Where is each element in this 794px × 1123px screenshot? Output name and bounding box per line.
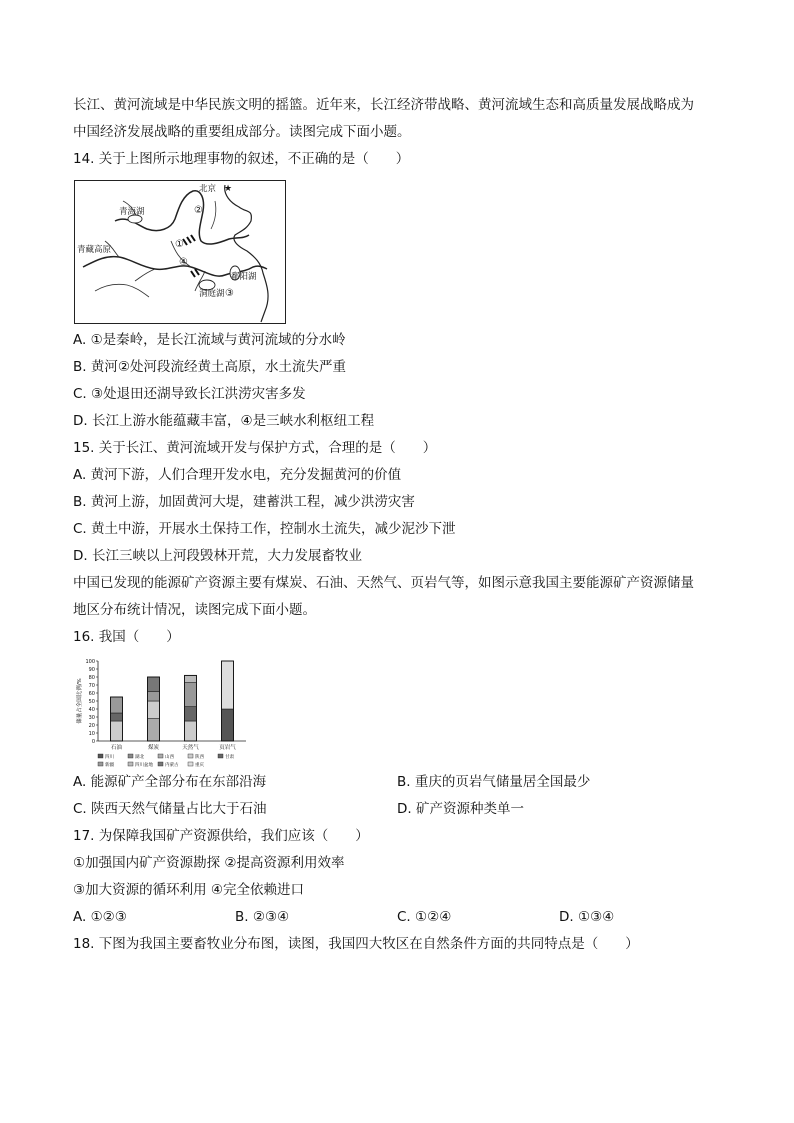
chart-ytick-label: 60 [88,691,95,697]
chart-ytick-label: 30 [88,715,95,721]
map-label-3: ③ [225,288,234,299]
chart-legend-swatch [98,754,103,758]
chart-bar-segment [111,721,123,741]
chart-ylabel: 储量占全国比例/% [77,678,83,724]
chart-legend-swatch [218,754,223,758]
chart-ytick-label: 40 [88,707,95,713]
q16-option-c: C. 陕西天然气储量占比大于石油 [73,801,267,817]
chart-legend-label: 湖北 [135,755,144,760]
chart-bar-segment [111,697,123,713]
q16-option-b: B. 重庆的页岩气储量居全国最少 [397,774,591,790]
q17-option-c: C. ①②④ [397,909,452,925]
chart-ytick-label: 80 [88,675,95,681]
map-label-4: ④ [179,257,188,268]
beijing-star-icon: ★ [224,184,233,194]
chart-legend-label: 内蒙古 [165,763,179,767]
chart-legend-label: 新疆 [105,763,114,767]
question-17-stem: 17. 为保障我国矿产资源供给，我们应该（ ） [73,828,369,844]
map-label-2: ② [194,205,203,216]
question-18-stem: 18. 下图为我国主要畜牧业分布图，读图，我国四大牧区在自然条件方面的共同特点是（ ） [73,936,639,952]
chart-legend-label: 四川 [105,755,114,760]
chart-ytick-label: 20 [88,723,95,729]
chart-bar-segment [222,709,234,741]
map-label-1: ① [175,239,184,250]
chart-bar-segment [185,683,197,707]
chart-legend-label: 四川盆地 [135,763,153,767]
chart-bar-segment [185,707,197,721]
chart-bar-segment [148,719,160,741]
q16-option-d: D. 矿产资源种类单一 [397,801,524,817]
chart-legend-swatch [128,754,133,758]
chart-legend-swatch [188,754,193,758]
q15-option-b: B. 黄河上游，加固黄河大堤，建蓄洪工程，减少洪涝灾害 [73,494,415,510]
q17-statement-line-2: ③加大资源的循环利用 ④完全依赖进口 [73,882,304,898]
chart-legend-swatch [128,762,133,766]
map-label-dongting-lake: 洞庭湖 [199,289,225,299]
map-label-beijing: 北京 [199,184,217,194]
chart-legend-label: 陕西 [195,755,204,760]
chart-ytick-label: 100 [85,659,95,665]
q14-option-b: B. 黄河②处河段流经黄土高原，水土流失严重 [73,359,346,375]
chart-ytick-label: 10 [88,731,95,737]
chart-bar-segment [222,661,234,709]
q15-option-c: C. 黄土中游，开展水土保持工作，控制水土流失，减少泥沙下泄 [73,521,456,537]
q15-option-d: D. 长江三峡以上河段毁林开荒，大力发展畜牧业 [73,548,362,564]
chart-category-label: 石油 [110,745,123,751]
chart-category-label: 天然气 [182,745,199,751]
q17-option-b: B. ②③④ [235,909,290,925]
chart-bar-segment [111,713,123,721]
q15-option-a: A. 黄河下游，人们合理开发水电，充分发掘黄河的价值 [73,467,402,483]
map-label-qinghai-lake: 青海湖 [119,207,145,217]
q14-option-d: D. 长江上游水能蕴藏丰富，④是三峡水利枢纽工程 [73,413,375,429]
q17-option-d: D. ①③④ [559,909,615,925]
map-label-tibetan-plateau: 青藏高原 [77,245,112,255]
chart-legend-swatch [188,762,193,766]
q16-option-a: A. 能源矿产全部分布在东部沿海 [73,774,267,790]
q14-option-a: A. ①是秦岭，是长江流域与黄河流域的分水岭 [73,332,346,348]
chart-category-label: 页岩气 [219,745,236,751]
chart-bar-segment [148,691,160,701]
intro-text-line-1: 长江、黄河流域是中华民族文明的摇篮。近年来，长江经济带战略、黄河流域生态和高质量发展战略成为 [73,97,694,113]
question-14-stem: 14. 关于上图所示地理事物的叙述，不正确的是（ ） [73,151,410,167]
yangtze-yellow-river-map [74,180,286,324]
energy-reserves-chart [74,655,252,767]
chart-legend-swatch [98,762,103,766]
q14-option-c: C. ③处退田还湖导致长江洪涝灾害多发 [73,386,306,402]
chart-category-label: 煤炭 [147,745,160,751]
chart-bar-segment [148,677,160,691]
chart-legend-label: 山西 [165,755,174,760]
chart-bar-segment [148,701,160,719]
map-label-poyang-lake: 鄱阳湖 [231,272,257,282]
chart-ytick-label: 90 [88,667,95,673]
intro2-text-line-2: 地区分布统计情况，读图完成下面小题。 [73,602,316,618]
question-16-stem: 16. 我国（ ） [73,629,180,645]
chart-bar-segment [185,675,197,682]
chart-legend-swatch [158,762,163,766]
chart-legend-label: 甘肃 [225,755,234,760]
chart-bar-segment [185,721,197,741]
intro2-text-line-1: 中国已发现的能源矿产资源主要有煤炭、石油、天然气、页岩气等，如图示意我国主要能源矿产资源储量 [73,575,694,591]
q17-option-a: A. ①②③ [73,909,127,925]
intro-text-line-2: 中国经济发展战略的重要组成部分。读图完成下面小题。 [73,124,411,140]
chart-ytick-label: 0 [91,739,95,745]
chart-legend-label: 重庆 [195,763,204,767]
chart-legend-swatch [158,754,163,758]
chart-ytick-label: 50 [88,699,95,705]
chart-ytick-label: 70 [88,683,95,689]
q17-statement-line-1: ①加强国内矿产资源勘探 ②提高资源利用效率 [73,855,345,871]
question-15-stem: 15. 关于长江、黄河流域开发与保护方式，合理的是（ ） [73,440,437,456]
